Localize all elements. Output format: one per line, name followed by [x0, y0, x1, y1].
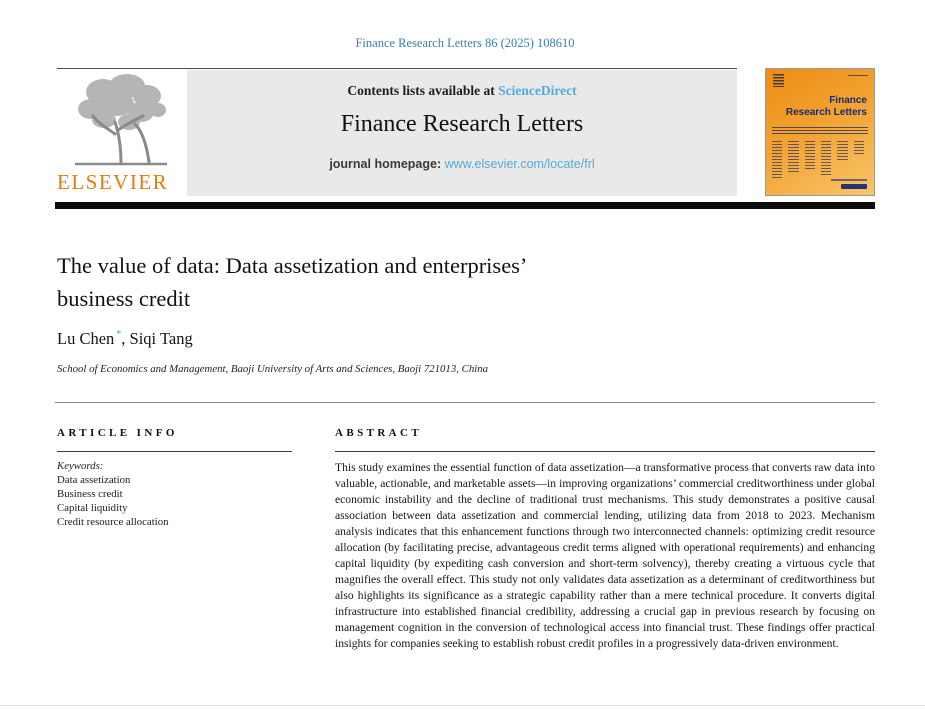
author-line	[57, 329, 193, 349]
article-info-column	[57, 427, 292, 529]
elsevier-wordmark: ELSEVIER	[57, 170, 169, 194]
keyword-item: Credit resource allocation	[57, 516, 169, 528]
cover-issue-info-lines	[848, 75, 868, 78]
journal-citation: Finance Research Letters 86 (2025) 108610	[355, 36, 575, 50]
cover-sciencedirect-bar	[841, 184, 867, 189]
article-info-heading: ARTICLE INFO	[57, 427, 178, 439]
homepage-link[interactable]: www.elsevier.com/locate/frl	[444, 157, 595, 171]
elsevier-tree-logo-icon	[69, 72, 173, 168]
masthead-top-rule	[57, 68, 737, 69]
keyword-item: Data assetization	[57, 474, 131, 486]
header-separator-bar	[55, 202, 875, 209]
sciencedirect-link[interactable]: ScienceDirect	[498, 83, 577, 98]
article-info-rule	[57, 451, 292, 452]
corresponding-author-asterisk[interactable]: *	[116, 329, 122, 340]
homepage-label: journal homepage:	[329, 157, 442, 171]
elsevier-logo	[57, 72, 185, 196]
journal-title: Finance Research Letters	[340, 111, 584, 137]
cover-toc-lines	[772, 141, 864, 179]
keywords-list	[57, 473, 292, 529]
section-divider-rule	[55, 402, 875, 403]
homepage-line	[187, 157, 737, 171]
keywords-label: Keywords:	[57, 460, 104, 472]
keyword-item: Business credit	[57, 488, 123, 500]
contents-prefix: Contents lists available at	[347, 83, 495, 98]
abstract-rule	[335, 451, 875, 452]
abstract-text: This study examines the essential function of data assetization—a transformative process that converts raw data into valuable, actionable, and marketable assets—in improving organizations’ commercial creditworthiness under global economic instability and the decline of traditional trust mechanisms. This study demonstrates a positive causal association between data assetization and commercial lending, utilizing data from 2018 to 2023. Mechanism analysis indicates that this enhancement functions through two interconnected channels: optimizing credit resource allocation (by facilitating precise, advantageous credit terms aligned with operational requirements) and enhancing capital liquidity (by expediting cash conversion and short-term solvency), thereby creating a virtuous cycle that magnifies the overall effect. This study not only validates data assetization as a determinant of creditworthiness but also highlights its significance as a strategic capability rather than a mere technical procedure. It converts digital infrastructure into established financial credibility, addressing a crucial gap in previous research by focusing on management cognition in the conversion of technological access into financial trust. These findings offer practical insights for companies seeking to establish robust credit profiles in a progressively data-driven environment.	[335, 461, 875, 650]
cover-elsevier-mini-logo-icon	[773, 74, 784, 87]
cover-editors-lines	[772, 127, 868, 136]
cover-title: Finance Research Letters	[785, 95, 867, 118]
article-title: The value of data: Data assetization and enterprises’ business credit	[57, 253, 528, 311]
page-bottom-edge	[0, 705, 925, 706]
abstract-column	[335, 427, 875, 652]
affiliation: School of Economics and Management, Baoji University of Arts and Sciences, Baoji 721013, China	[57, 363, 489, 375]
abstract-heading: ABSTRACT	[335, 427, 423, 439]
author-name-1: Lu Chen	[57, 329, 115, 348]
journal-cover-thumbnail[interactable]	[765, 68, 875, 196]
keyword-item: Capital liquidity	[57, 502, 128, 514]
author-separator: ,	[121, 329, 130, 348]
masthead-box	[187, 70, 737, 196]
cover-footer-line	[831, 179, 867, 181]
contents-lists-line	[187, 83, 737, 99]
author-name-2: Siqi Tang	[129, 329, 193, 348]
